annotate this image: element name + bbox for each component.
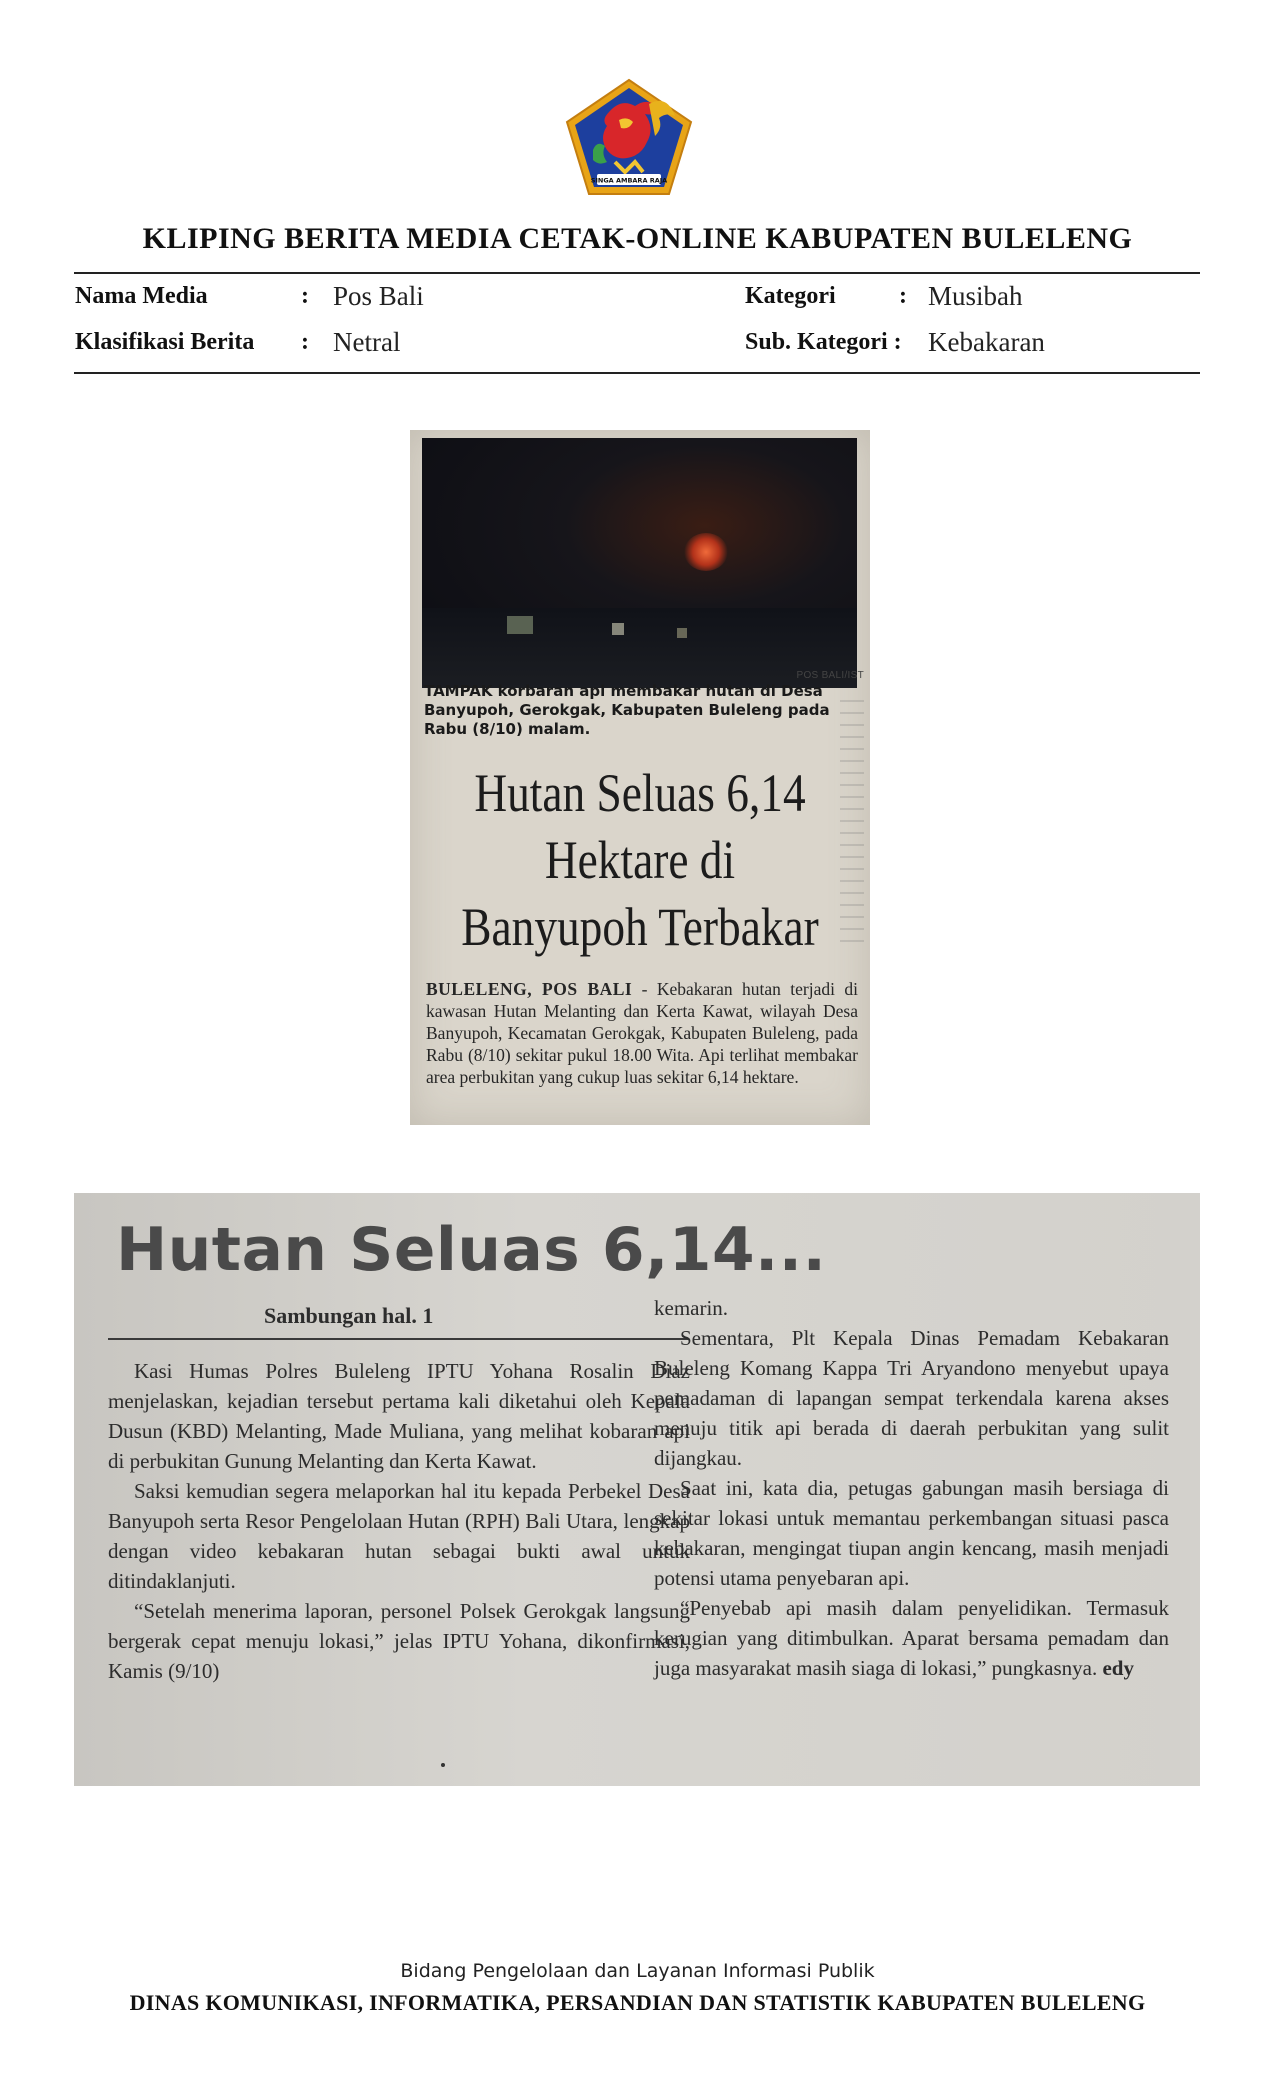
subheading-rule (108, 1338, 688, 1340)
paragraph: Kasi Humas Polres Buleleng IPTU Yohana Rosalin Diaz menjelaskan, kejadian tersebut pertama kali diketahui oleh Kepala Dusun (KBD) Melanting, Made Muliana, yang melihat kobaran api di perbukitan Gunung Melanting dan Kerta Kawat. (108, 1359, 690, 1473)
paragraph: kemarin. (654, 1296, 729, 1320)
buleleng-logo (563, 76, 695, 198)
paragraph: “Setelah menerima laporan, personel Polsek Gerokgak langsung bergerak cepat menuju lokasi,” jelas IPTU Yohana, dikonfirmasi, Kamis (9/10) (108, 1599, 690, 1683)
klasifikasi-colon: : (301, 329, 309, 355)
kategori-value: Musibah (928, 281, 1023, 311)
svg-text:SINGA AMBARA RAJA: SINGA AMBARA RAJA (590, 176, 668, 185)
nama-media-colon: : (301, 283, 309, 309)
right-column (654, 1293, 1169, 1683)
fire-glow (684, 533, 728, 571)
nama-media-value: Pos Bali (333, 281, 424, 311)
paragraph: Saksi kemudian segera melaporkan hal itu kepada Perbekel Desa Banyupoh serta Resor Pengelolaan Hutan (RPH) Bali Utara, lengkap dengan video kebakaran hutan sebagai bukti awal untuk ditindaklanjuti. (108, 1479, 690, 1593)
paragraph: Sementara, Plt Kepala Dinas Pemadam Kebakaran Buleleng Komang Kappa Tri Aryandono menyebut upaya pemadaman di lapangan sempat terkendala karena akses menuju titik api berada di daerah perbukitan yang sulit dijangkau. (654, 1326, 1169, 1470)
klasifikasi-label: Klasifikasi Berita (75, 329, 255, 355)
document-title: KLIPING BERITA MEDIA CETAK-ONLINE KABUPATEN BULELENG (142, 222, 1133, 255)
singa-ambara-raja-emblem-icon (563, 76, 695, 198)
continuation-subheading: Sambungan hal. 1 (264, 1303, 434, 1328)
front-page-lead (426, 978, 858, 1088)
sub-kategori-value: Kebakaran (928, 327, 1045, 357)
lead-text: - Kebakaran hutan terjadi di kawasan Hutan Melanting dan Kerta Kawat, wilayah Desa Banyupoh, Kecamatan Gerokgak, Kabupaten Buleleng, pada Rabu (8/10) sekitar pukul 18.00 Wita. Api terlihat membakar area perbukitan yang cukup luas sekitar 6,14 hektare. (426, 979, 858, 1087)
footer-agency: DINAS KOMUNIKASI, INFORMATIKA, PERSANDIAN DAN STATISTIK KABUPATEN BULELENG (129, 1990, 1146, 2015)
photo-caption: TAMPAK korbaran api membakar hutan di Desa Banyupoh, Gerokgak, Kabupaten Buleleng pada Rabu (8/10) malam. (424, 682, 830, 738)
fire-photo (422, 438, 857, 688)
header-top-rule (74, 272, 1200, 274)
paragraph: Saat ini, kata dia, petugas gabungan masih bersiaga di sekitar lokasi untuk memantau perkembangan situasi pasca kebakaran, mengingat tiupan angin kencang, masih menjadi potensi utama penyebaran api. (654, 1476, 1169, 1590)
front-page-clipping (410, 430, 870, 1125)
klasifikasi-value: Netral (333, 327, 401, 357)
kategori-label: Kategori (745, 283, 836, 309)
front-page-headline: Hutan Seluas 6,14 Hektare di Banyupoh Terbakar (461, 763, 819, 957)
sub-kategori-label: Sub. Kategori : (745, 329, 902, 355)
kategori-colon: : (899, 283, 907, 309)
continuation-clipping (74, 1193, 1200, 1786)
footer-department: Bidang Pengelolaan dan Layanan Informasi Publik (400, 1960, 875, 1982)
continuation-headline: Hutan Seluas 6,14... (116, 1215, 827, 1285)
paragraph: “Penyebab api masih dalam penyelidikan. Termasuk kerugian yang ditimbulkan. Aparat bersama pemadam dan juga masyarakat masih siaga di lokasi,” pungkasnya. edy (654, 1596, 1169, 1680)
header-bottom-rule (74, 372, 1200, 374)
dateline: BULELENG, POS BALI (426, 979, 633, 999)
left-column (108, 1356, 690, 1686)
photo-credit: POS BALI/IST (796, 670, 864, 681)
author-signature: edy (1102, 1656, 1134, 1680)
nama-media-label: Nama Media (75, 283, 208, 309)
